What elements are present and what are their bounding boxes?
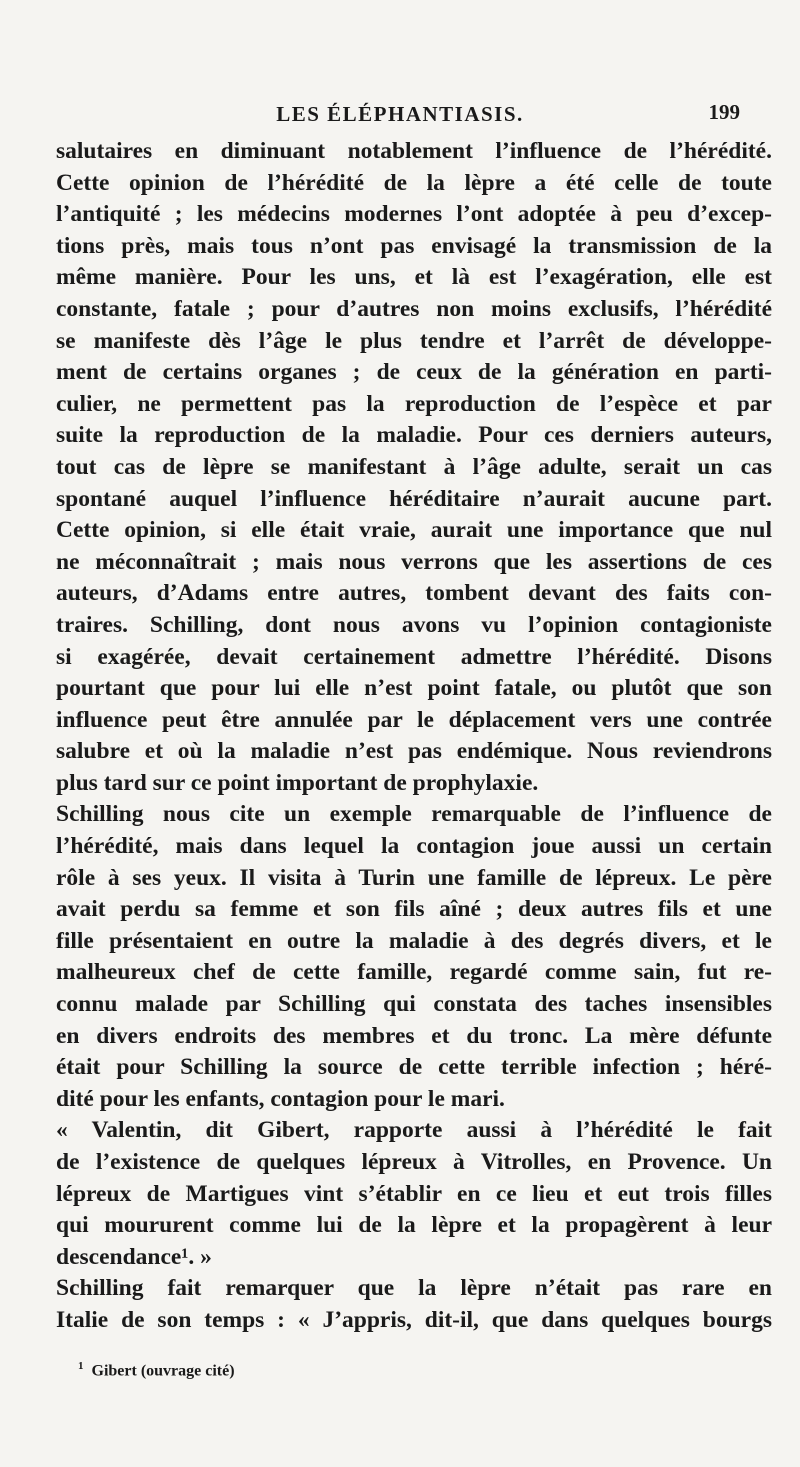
text-line: était pour Schilling la source de cette terrible infection ; héré- xyxy=(56,1054,772,1081)
footnote xyxy=(78,1360,235,1380)
text-line: auteurs, d’Adams entre autres, tombent devant des faits con- xyxy=(56,580,772,607)
text-line: ment de certains organes ; de ceux de la génération en parti- xyxy=(56,359,772,386)
text-line: malheureux chef de cette famille, regardé comme sain, fut re- xyxy=(56,959,772,986)
text-line: connu malade par Schilling qui constata des taches insensibles xyxy=(56,991,772,1018)
text-line: salutaires en diminuant notablement l’influence de l’hérédité. xyxy=(56,138,772,164)
text-line: traires. Schilling, dont nous avons vu l’opinion contagioniste xyxy=(56,611,772,638)
text-line: Schilling fait remarquer que la lèpre n’était pas rare en xyxy=(56,1275,772,1302)
text-line: « Valentin, dit Gibert, rapporte aussi à l’hérédité le fait xyxy=(56,1117,772,1144)
text-line: lépreux de Martigues vint s’établir en ce lieu et eut trois filles xyxy=(56,1180,772,1207)
text-line: se manifeste dès l’âge le plus tendre et l’arrêt de développe- xyxy=(56,327,772,354)
text-line: l’antiquité ; les médecins modernes l’ont adoptée à peu d’excep- xyxy=(56,201,772,228)
text-line: plus tard sur ce point important de prophylaxie. xyxy=(56,769,539,796)
text-line: même manière. Pour les uns, et là est l’exagération, elle est xyxy=(56,264,772,291)
text-line: salubre et où la maladie n’est pas endémique. Nous reviendrons xyxy=(56,738,772,765)
text-line: culier, ne permettent pas la reproduction de l’espèce et par xyxy=(56,390,772,417)
text-line: descendance¹. » xyxy=(56,1243,212,1270)
text-line: tions près, mais tous n’ont pas envisagé la transmission de la xyxy=(56,232,772,259)
text-line: tout cas de lèpre se manifestant à l’âge adulte, serait un cas xyxy=(56,453,772,480)
text-line: spontané auquel l’influence héréditaire n’aurait aucune part. xyxy=(56,485,772,512)
text-line: Cette opinion, si elle était vraie, aurait une importance que nul xyxy=(56,517,772,544)
text-line: influence peut être annulée par le déplacement vers une contrée xyxy=(56,706,772,733)
text-line: ne méconnaîtrait ; mais nous verrons que les assertions de ces xyxy=(56,548,772,575)
running-header xyxy=(0,100,800,136)
text-line: qui moururent comme lui de la lèpre et la propagèrent à leur xyxy=(56,1212,772,1239)
text-line: dité pour les enfants, contagion pour le mari. xyxy=(56,1085,505,1112)
text-line: suite la reproduction de la maladie. Pour ces derniers auteurs, xyxy=(56,422,772,449)
footnote-text: Gibert (ouvrage cité) xyxy=(91,1362,235,1380)
text-line: fille présentaient en outre la maladie à des degrés divers, et le xyxy=(56,927,772,954)
footnote-marker: 1 xyxy=(78,1360,84,1372)
text-line: si exagérée, devait certainement admettre l’hérédité. Disons xyxy=(56,643,772,670)
text-line: constante, fatale ; pour d’autres non moins exclusifs, l’hérédité xyxy=(56,295,772,322)
body-text xyxy=(56,136,772,1337)
text-line: en divers endroits des membres et du tronc. La mère défunte xyxy=(56,1022,772,1049)
text-line: de l’existence de quelques lépreux à Vitrolles, en Provence. Un xyxy=(56,1149,772,1175)
text-line: Cette opinion de l’hérédité de la lèpre a été celle de toute xyxy=(56,169,772,196)
text-line: avait perdu sa femme et son fils aîné ; deux autres fils et une xyxy=(56,896,772,923)
page-number: 199 xyxy=(708,100,740,124)
text-line: pourtant que pour lui elle n’est point fatale, ou plutôt que son xyxy=(56,675,772,702)
text-line: Schilling nous cite un exemple remarquable de l’influence de xyxy=(56,801,772,828)
text-line: rôle à ses yeux. Il visita à Turin une famille de lépreux. Le père xyxy=(56,864,772,891)
text-line: Italie de son temps : « J’appris, dit-il, que dans quelques bourgs xyxy=(56,1306,772,1333)
running-title: LES ÉLÉPHANTIASIS. xyxy=(276,102,524,126)
text-line: l’hérédité, mais dans lequel la contagion joue aussi un certain xyxy=(56,833,772,860)
